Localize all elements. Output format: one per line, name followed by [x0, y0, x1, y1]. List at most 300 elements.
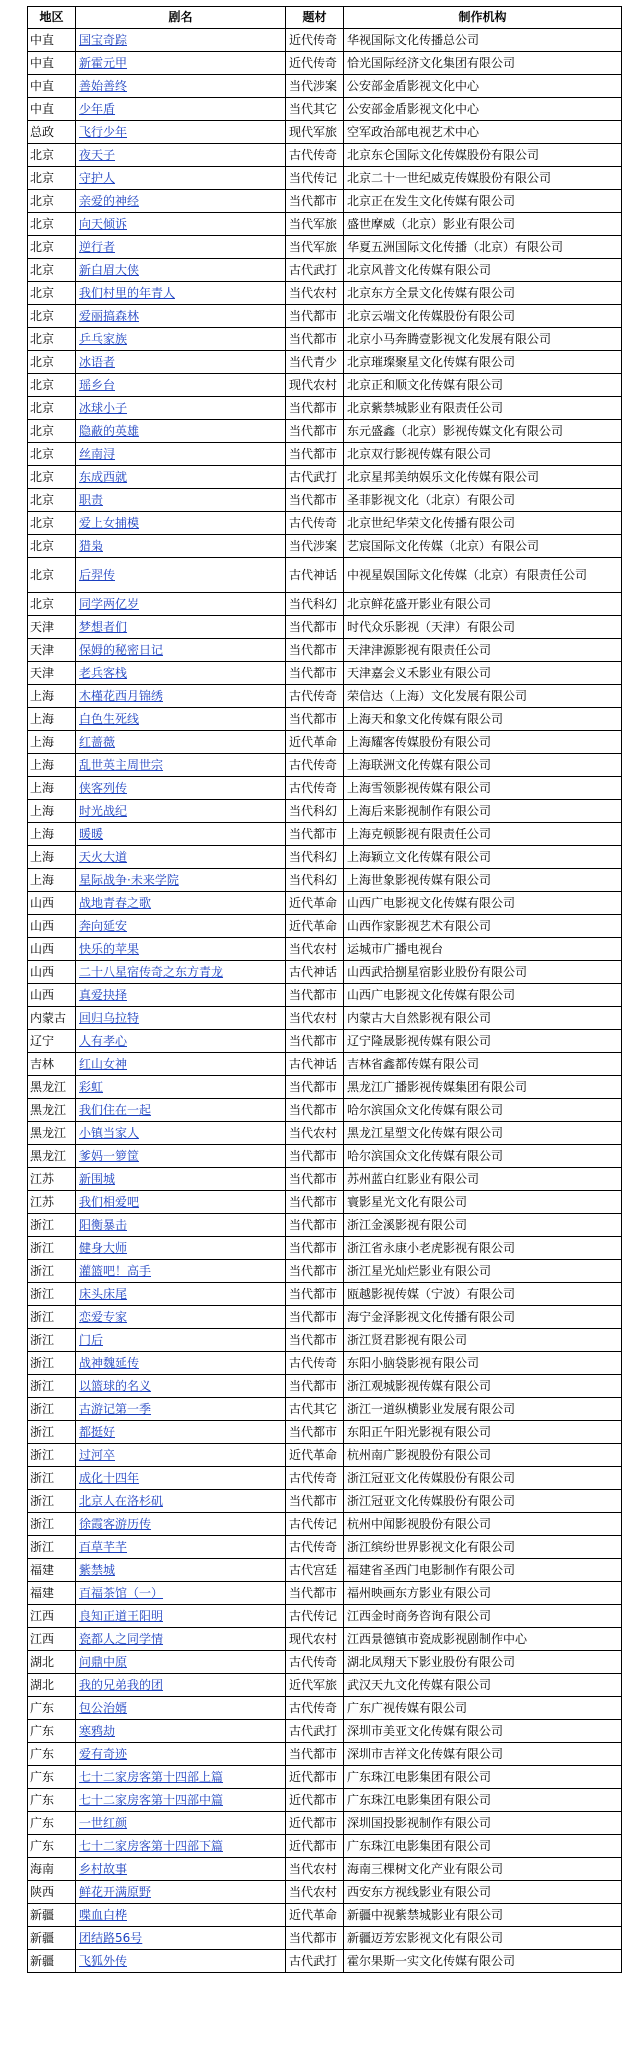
drama-title-link[interactable]: 包公治婿 — [79, 1700, 128, 1715]
cell-region: 山西 — [28, 938, 76, 961]
cell-genre: 古代武打 — [286, 466, 344, 489]
cell-genre: 当代农村 — [286, 1007, 344, 1030]
cell-title — [76, 282, 286, 305]
cell-title — [76, 489, 286, 512]
table-row — [28, 1766, 622, 1789]
table-row — [28, 800, 622, 823]
table-row — [28, 892, 622, 915]
cell-org: 内蒙古大自然影视有限公司 — [344, 1007, 622, 1030]
table-row — [28, 397, 622, 420]
drama-title-link[interactable]: 飞行少年 — [79, 124, 128, 139]
drama-title-link[interactable]: 瑶乡台 — [79, 377, 116, 392]
table-row — [28, 1237, 622, 1260]
drama-title-link[interactable]: 飞狐外传 — [79, 1953, 128, 1968]
cell-region: 北京 — [28, 236, 76, 259]
cell-org: 公安部金盾影视文化中心 — [344, 75, 622, 98]
cell-org: 东元盛鑫（北京）影视传媒文化有限公司 — [344, 420, 622, 443]
cell-org: 新疆中视紫禁城影业有限公司 — [344, 1904, 622, 1927]
table-row — [28, 1053, 622, 1076]
cell-region: 上海 — [28, 708, 76, 731]
table-row — [28, 420, 622, 443]
cell-title — [76, 259, 286, 282]
drama-title-link[interactable]: 老兵客栈 — [79, 665, 128, 680]
cell-org: 浙江冠亚文化传媒股份有限公司 — [344, 1467, 622, 1490]
cell-region: 北京 — [28, 466, 76, 489]
drama-title-link[interactable]: 爹妈一箩筐 — [79, 1148, 140, 1163]
cell-org: 浙江一道纵横影业发展有限公司 — [344, 1398, 622, 1421]
cell-genre: 当代都市 — [286, 1214, 344, 1237]
cell-org: 北京正和顺文化传媒有限公司 — [344, 374, 622, 397]
cell-title — [76, 662, 286, 685]
cell-region: 北京 — [28, 558, 76, 593]
cell-title — [76, 75, 286, 98]
table-row — [28, 190, 622, 213]
cell-org: 上海世象影视传媒有限公司 — [344, 869, 622, 892]
cell-org: 运城市广播电视台 — [344, 938, 622, 961]
drama-title-link[interactable]: 古游记第一季 — [79, 1401, 152, 1416]
cell-org: 北京世纪华荣文化传播有限公司 — [344, 512, 622, 535]
cell-genre: 当代科幻 — [286, 869, 344, 892]
table-row — [28, 167, 622, 190]
cell-org: 浙江省永康小老虎影视有限公司 — [344, 1237, 622, 1260]
drama-title-link[interactable]: 善始善终 — [79, 78, 128, 93]
drama-title-link[interactable]: 健身大师 — [79, 1240, 128, 1255]
drama-title-link[interactable]: 星际战争·未来学院 — [79, 872, 179, 887]
drama-title-link[interactable]: 爱丽搞森林 — [79, 308, 140, 323]
cell-org: 哈尔滨国众文化传媒有限公司 — [344, 1145, 622, 1168]
cell-title — [76, 961, 286, 984]
cell-title — [76, 1444, 286, 1467]
cell-title — [76, 1490, 286, 1513]
drama-title-link[interactable]: 职责 — [79, 492, 104, 507]
cell-org: 黑龙江星塑文化传媒有限公司 — [344, 1122, 622, 1145]
cell-title — [76, 800, 286, 823]
drama-title-link[interactable]: 国宝奇踪 — [79, 32, 128, 47]
cell-region: 黑龙江 — [28, 1099, 76, 1122]
table-row — [28, 1145, 622, 1168]
drama-title-link[interactable]: 我们村里的年青人 — [79, 285, 176, 300]
cell-title — [76, 1168, 286, 1191]
cell-genre: 古代神话 — [286, 558, 344, 593]
cell-genre: 古代武打 — [286, 259, 344, 282]
drama-title-link[interactable]: 床头床尾 — [79, 1286, 128, 1301]
drama-title-link[interactable]: 都挺好 — [79, 1424, 116, 1439]
cell-org: 山西广电影视文化传媒有限公司 — [344, 984, 622, 1007]
cell-title — [76, 1214, 286, 1237]
cell-title — [76, 1283, 286, 1306]
cell-genre: 近代革命 — [286, 892, 344, 915]
drama-title-link[interactable]: 保姆的秘密日记 — [79, 642, 164, 657]
cell-genre: 当代都市 — [286, 823, 344, 846]
drama-title-link[interactable]: 乱世英主周世宗 — [79, 757, 164, 772]
table-row — [28, 961, 622, 984]
cell-region: 中直 — [28, 52, 76, 75]
cell-title — [76, 1007, 286, 1030]
drama-title-link[interactable]: 天火大道 — [79, 849, 128, 864]
drama-title-link[interactable]: 回归乌拉特 — [79, 1010, 140, 1025]
cell-genre: 当代涉案 — [286, 75, 344, 98]
drama-title-link[interactable]: 团结路56号 — [79, 1930, 143, 1945]
drama-title-link[interactable]: 冰语者 — [79, 354, 116, 369]
cell-region: 北京 — [28, 420, 76, 443]
drama-title-link[interactable]: 爱有奇迹 — [79, 1746, 128, 1761]
cell-title — [76, 443, 286, 466]
drama-title-link[interactable]: 小镇当家人 — [79, 1125, 140, 1140]
drama-title-link[interactable]: 鲜花开满原野 — [79, 1884, 152, 1899]
cell-title — [76, 1881, 286, 1904]
cell-region: 上海 — [28, 731, 76, 754]
table-row — [28, 708, 622, 731]
cell-title — [76, 1260, 286, 1283]
drama-title-link[interactable]: 红山女神 — [79, 1056, 128, 1071]
cell-region: 上海 — [28, 777, 76, 800]
cell-region: 江西 — [28, 1628, 76, 1651]
cell-org: 江西金时商务咨询有限公司 — [344, 1605, 622, 1628]
cell-org: 黑龙江广播影视传媒集团有限公司 — [344, 1076, 622, 1099]
cell-region: 北京 — [28, 213, 76, 236]
drama-title-link[interactable]: 战神魏延传 — [79, 1355, 140, 1370]
drama-title-link[interactable]: 瓷都人之同学情 — [79, 1631, 164, 1646]
cell-org: 杭州中闻影视股份有限公司 — [344, 1513, 622, 1536]
drama-title-link[interactable]: 时光战纪 — [79, 803, 128, 818]
drama-title-link[interactable]: 一世红颜 — [79, 1815, 128, 1830]
drama-title-link[interactable]: 我们相爱吧 — [79, 1194, 140, 1209]
header-region: 地区 — [28, 7, 76, 29]
drama-title-link[interactable]: 喋血白桦 — [79, 1907, 128, 1922]
cell-region: 浙江 — [28, 1375, 76, 1398]
cell-region: 中直 — [28, 75, 76, 98]
cell-org: 山西武拾捌星宿影业股份有限公司 — [344, 961, 622, 984]
cell-region: 北京 — [28, 512, 76, 535]
drama-title-link[interactable]: 东成西就 — [79, 469, 128, 484]
cell-genre: 古代传奇 — [286, 1536, 344, 1559]
table-row — [28, 1122, 622, 1145]
cell-region: 北京 — [28, 328, 76, 351]
cell-genre: 近代传奇 — [286, 29, 344, 52]
drama-title-link[interactable]: 逆行者 — [79, 239, 116, 254]
cell-org: 广东广视传媒有限公司 — [344, 1697, 622, 1720]
table-row — [28, 512, 622, 535]
drama-title-link[interactable]: 七十二家房客第十四部上篇 — [79, 1769, 224, 1784]
cell-region: 黑龙江 — [28, 1145, 76, 1168]
cell-org: 武汉天九文化传媒有限公司 — [344, 1674, 622, 1697]
cell-title — [76, 374, 286, 397]
drama-title-link[interactable]: 侠客列传 — [79, 780, 128, 795]
cell-region: 湖北 — [28, 1651, 76, 1674]
cell-region: 海南 — [28, 1858, 76, 1881]
cell-title — [76, 1674, 286, 1697]
drama-title-link[interactable]: 真爱抉择 — [79, 987, 128, 1002]
cell-genre: 古代神话 — [286, 961, 344, 984]
cell-title — [76, 1582, 286, 1605]
cell-region: 山西 — [28, 892, 76, 915]
cell-genre: 当代农村 — [286, 1858, 344, 1881]
drama-title-link[interactable]: 七十二家房客第十四部下篇 — [79, 1838, 224, 1853]
cell-title — [76, 1030, 286, 1053]
cell-region: 上海 — [28, 823, 76, 846]
cell-title — [76, 1605, 286, 1628]
cell-genre: 近代都市 — [286, 1835, 344, 1858]
cell-title — [76, 915, 286, 938]
table-row — [28, 915, 622, 938]
cell-region: 新疆 — [28, 1927, 76, 1950]
cell-genre: 当代都市 — [286, 1099, 344, 1122]
table-row — [28, 777, 622, 800]
cell-genre: 当代科幻 — [286, 593, 344, 616]
cell-region: 天津 — [28, 616, 76, 639]
cell-region: 北京 — [28, 374, 76, 397]
cell-region: 北京 — [28, 144, 76, 167]
cell-org: 空军政治部电视艺术中心 — [344, 121, 622, 144]
cell-title — [76, 1421, 286, 1444]
drama-title-link[interactable]: 新围城 — [79, 1171, 116, 1186]
drama-title-link[interactable]: 乡村故事 — [79, 1861, 128, 1876]
cell-title — [76, 397, 286, 420]
cell-region: 北京 — [28, 167, 76, 190]
drama-title-link[interactable]: 冰球小子 — [79, 400, 128, 415]
cell-title — [76, 1950, 286, 1973]
cell-region: 浙江 — [28, 1421, 76, 1444]
drama-title-link[interactable]: 紫禁城 — [79, 1562, 116, 1577]
cell-region: 广东 — [28, 1697, 76, 1720]
cell-region: 北京 — [28, 535, 76, 558]
cell-org: 浙江冠亚文化传媒股份有限公司 — [344, 1490, 622, 1513]
cell-org: 北京云端文化传媒股份有限公司 — [344, 305, 622, 328]
drama-title-link[interactable]: 灌篮吧！高手 — [79, 1263, 152, 1278]
cell-region: 浙江 — [28, 1306, 76, 1329]
cell-title — [76, 685, 286, 708]
drama-title-link[interactable]: 守护人 — [79, 170, 116, 185]
cell-genre: 当代都市 — [286, 397, 344, 420]
cell-genre: 近代革命 — [286, 1444, 344, 1467]
cell-title — [76, 1329, 286, 1352]
drama-title-link[interactable]: 我的兄弟我的团 — [79, 1677, 164, 1692]
cell-genre: 当代都市 — [286, 984, 344, 1007]
cell-org: 上海耀客传媒股份有限公司 — [344, 731, 622, 754]
cell-title — [76, 1697, 286, 1720]
cell-title — [76, 98, 286, 121]
cell-genre: 近代革命 — [286, 915, 344, 938]
cell-genre: 古代传奇 — [286, 512, 344, 535]
cell-title — [76, 1789, 286, 1812]
drama-title-link[interactable]: 爱上女捕模 — [79, 515, 140, 530]
cell-org: 恰光国际经济文化集团有限公司 — [344, 52, 622, 75]
table-row — [28, 144, 622, 167]
drama-title-link[interactable]: 战地青春之歌 — [79, 895, 152, 910]
table-row — [28, 1191, 622, 1214]
cell-org: 广东珠江电影集团有限公司 — [344, 1789, 622, 1812]
cell-genre: 当代农村 — [286, 282, 344, 305]
cell-genre: 古代传奇 — [286, 1467, 344, 1490]
cell-title — [76, 1927, 286, 1950]
cell-org: 辽宁隆晟影视传媒有限公司 — [344, 1030, 622, 1053]
drama-title-link[interactable]: 新白眉大侠 — [79, 262, 140, 277]
cell-genre: 古代传奇 — [286, 1651, 344, 1674]
cell-genre: 当代传记 — [286, 167, 344, 190]
cell-title — [76, 190, 286, 213]
drama-title-link[interactable]: 徐霞客游历传 — [79, 1516, 152, 1531]
cell-region: 福建 — [28, 1582, 76, 1605]
table-row — [28, 52, 622, 75]
drama-title-link[interactable]: 白色生死线 — [79, 711, 140, 726]
table-row — [28, 846, 622, 869]
drama-title-link[interactable]: 彩虹 — [79, 1079, 104, 1094]
cell-title — [76, 1398, 286, 1421]
table-row — [28, 1628, 622, 1651]
cell-genre: 近代都市 — [286, 1789, 344, 1812]
cell-title — [76, 754, 286, 777]
cell-genre: 近代革命 — [286, 731, 344, 754]
cell-region: 江苏 — [28, 1191, 76, 1214]
table-row — [28, 351, 622, 374]
cell-title — [76, 1766, 286, 1789]
cell-org: 海宁金泽影视文化传播有限公司 — [344, 1306, 622, 1329]
cell-org: 北京璀璨聚星文化传媒有限公司 — [344, 351, 622, 374]
drama-title-link[interactable]: 同学两亿岁 — [79, 596, 140, 611]
drama-title-link[interactable]: 向天倾诉 — [79, 216, 128, 231]
table-row — [28, 1214, 622, 1237]
table-row — [28, 1490, 622, 1513]
cell-genre: 当代都市 — [286, 1145, 344, 1168]
cell-genre: 当代科幻 — [286, 800, 344, 823]
cell-region: 浙江 — [28, 1467, 76, 1490]
drama-title-link[interactable]: 百福茶馆（一） — [79, 1585, 164, 1600]
cell-region: 湖北 — [28, 1674, 76, 1697]
drama-title-link[interactable]: 过河卒 — [79, 1447, 116, 1462]
table-row — [28, 489, 622, 512]
drama-title-link[interactable]: 快乐的苹果 — [79, 941, 140, 956]
cell-title — [76, 593, 286, 616]
table-row — [28, 1536, 622, 1559]
cell-title — [76, 213, 286, 236]
cell-region: 浙江 — [28, 1444, 76, 1467]
cell-org: 上海颖立文化传媒有限公司 — [344, 846, 622, 869]
cell-title — [76, 1237, 286, 1260]
table-row — [28, 1605, 622, 1628]
table-row — [28, 1651, 622, 1674]
cell-genre: 现代农村 — [286, 1628, 344, 1651]
cell-org: 东阳小脑袋影视有限公司 — [344, 1352, 622, 1375]
drama-title-link[interactable]: 七十二家房客第十四部中篇 — [79, 1792, 224, 1807]
cell-region: 北京 — [28, 443, 76, 466]
cell-genre: 当代都市 — [286, 616, 344, 639]
drama-title-link[interactable]: 亲爱的神经 — [79, 193, 140, 208]
cell-title — [76, 512, 286, 535]
cell-genre: 当代都市 — [286, 489, 344, 512]
drama-title-link[interactable]: 寒鸦劫 — [79, 1723, 116, 1738]
cell-title — [76, 1513, 286, 1536]
cell-title — [76, 869, 286, 892]
drama-title-link[interactable]: 少年盾 — [79, 101, 116, 116]
drama-title-link[interactable]: 二十八星宿传奇之东方青龙 — [79, 964, 224, 979]
drama-title-link[interactable]: 阳衡暴击 — [79, 1217, 128, 1232]
cell-genre: 当代都市 — [286, 1582, 344, 1605]
drama-title-link[interactable]: 猎枭 — [79, 538, 104, 553]
cell-region: 天津 — [28, 639, 76, 662]
cell-genre: 当代都市 — [286, 1743, 344, 1766]
table-row — [28, 593, 622, 616]
cell-title — [76, 639, 286, 662]
cell-region: 广东 — [28, 1835, 76, 1858]
table-row — [28, 1582, 622, 1605]
drama-title-link[interactable]: 奔向延安 — [79, 918, 128, 933]
cell-title — [76, 167, 286, 190]
cell-region: 上海 — [28, 869, 76, 892]
table-row — [28, 1513, 622, 1536]
drama-title-link[interactable]: 恋爱专家 — [79, 1309, 128, 1324]
header-title: 剧名 — [76, 7, 286, 29]
cell-org: 北京双行影视传媒有限公司 — [344, 443, 622, 466]
cell-org: 时代众乐影视（天津）有限公司 — [344, 616, 622, 639]
drama-title-link[interactable]: 问鼎中原 — [79, 1654, 128, 1669]
cell-region: 上海 — [28, 685, 76, 708]
cell-genre: 当代都市 — [286, 1490, 344, 1513]
cell-genre: 当代都市 — [286, 1076, 344, 1099]
drama-title-link[interactable]: 后羿传 — [79, 567, 116, 582]
drama-title-link[interactable]: 夜天子 — [79, 147, 116, 162]
drama-title-link[interactable]: 新霍元甲 — [79, 55, 128, 70]
cell-title — [76, 892, 286, 915]
cell-region: 广东 — [28, 1789, 76, 1812]
cell-title — [76, 1352, 286, 1375]
cell-org: 东阳正午阳光影视有限公司 — [344, 1421, 622, 1444]
drama-title-link[interactable]: 人有孝心 — [79, 1033, 128, 1048]
cell-region: 上海 — [28, 754, 76, 777]
cell-genre: 当代都市 — [286, 708, 344, 731]
table-row — [28, 98, 622, 121]
cell-title — [76, 1467, 286, 1490]
cell-region: 黑龙江 — [28, 1122, 76, 1145]
cell-region: 广东 — [28, 1766, 76, 1789]
cell-org: 寰影星光文化有限公司 — [344, 1191, 622, 1214]
drama-title-link[interactable]: 暖暖 — [79, 826, 104, 841]
cell-genre: 当代都市 — [286, 1237, 344, 1260]
cell-title — [76, 1122, 286, 1145]
drama-title-link[interactable]: 丝南浔 — [79, 446, 116, 461]
cell-genre: 当代都市 — [286, 1927, 344, 1950]
drama-title-link[interactable]: 我们住在一起 — [79, 1102, 152, 1117]
cell-genre: 古代传奇 — [286, 777, 344, 800]
table-row — [28, 616, 622, 639]
drama-title-link[interactable]: 乒乓家族 — [79, 331, 128, 346]
cell-org: 上海后来影视制作有限公司 — [344, 800, 622, 823]
table-row — [28, 1835, 622, 1858]
table-row — [28, 1260, 622, 1283]
cell-org: 浙江星光灿烂影业有限公司 — [344, 1260, 622, 1283]
cell-org: 北京星邦美纳娱乐文化传媒有限公司 — [344, 466, 622, 489]
drama-title-link[interactable]: 红蔷薇 — [79, 734, 116, 749]
drama-title-link[interactable]: 成化十四年 — [79, 1470, 140, 1485]
drama-title-link[interactable]: 门后 — [79, 1332, 104, 1347]
drama-title-link[interactable]: 百草芊芊 — [79, 1539, 128, 1554]
cell-org: 北京东仑国际文化传媒股份有限公司 — [344, 144, 622, 167]
cell-region: 中直 — [28, 98, 76, 121]
drama-title-link[interactable]: 木槿花西月锦绣 — [79, 688, 164, 703]
cell-region: 福建 — [28, 1559, 76, 1582]
cell-org: 华视国际文化传播总公司 — [344, 29, 622, 52]
drama-title-link[interactable]: 隐蔽的英雄 — [79, 423, 140, 438]
drama-title-link[interactable]: 以篮球的名义 — [79, 1378, 152, 1393]
cell-genre: 当代都市 — [286, 1168, 344, 1191]
table-row — [28, 1789, 622, 1812]
drama-title-link[interactable]: 良知正道王阳明 — [79, 1608, 164, 1623]
drama-title-link[interactable]: 北京人在洛杉矶 — [79, 1493, 164, 1508]
drama-title-link[interactable]: 梦想者们 — [79, 619, 128, 634]
cell-title — [76, 823, 286, 846]
cell-org: 湖北凤翔天下影业股份有限公司 — [344, 1651, 622, 1674]
cell-org: 浙江观城影视传媒有限公司 — [344, 1375, 622, 1398]
cell-region: 北京 — [28, 305, 76, 328]
